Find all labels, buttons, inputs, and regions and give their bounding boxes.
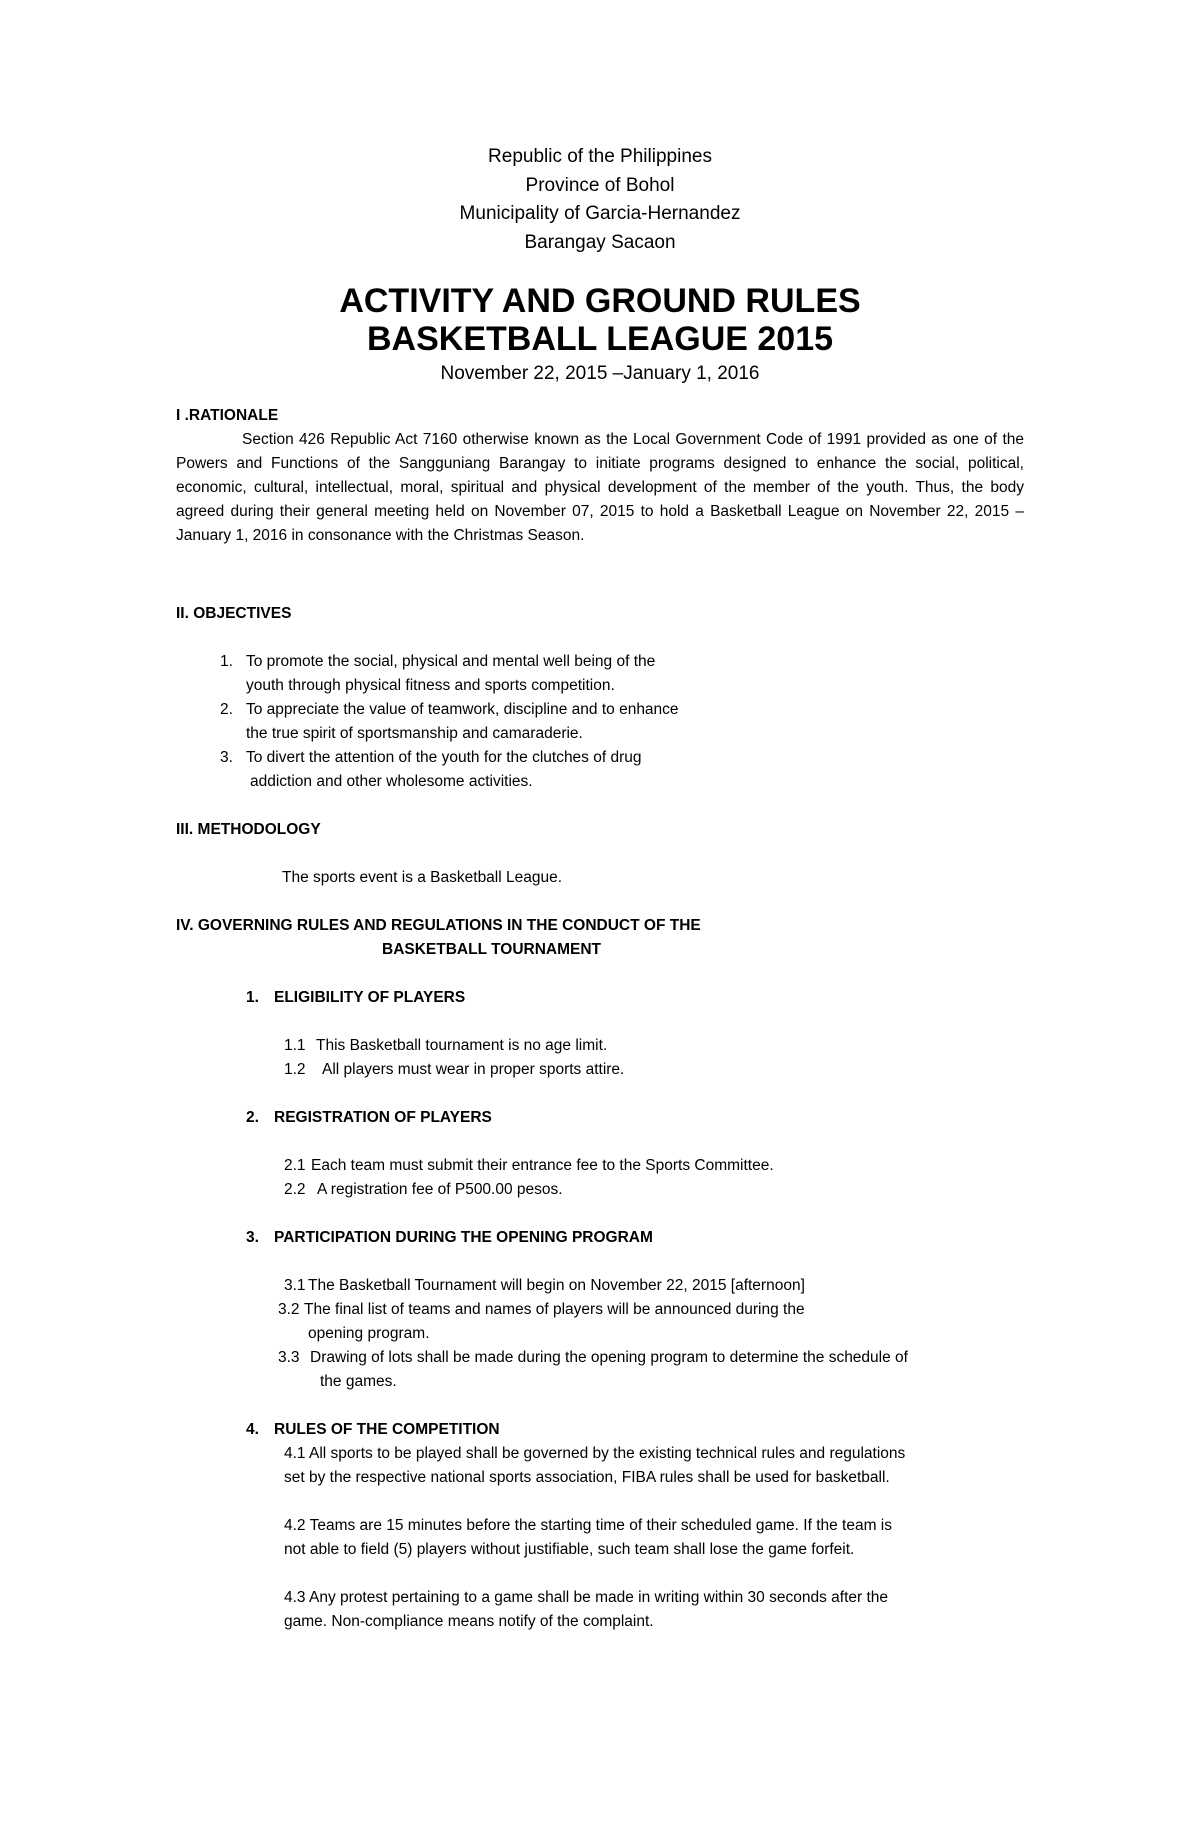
rationale-body (176, 428, 1024, 548)
section-title-registration: REGISTRATION OF PLAYERS (274, 1109, 492, 1126)
section-number: 1. (246, 989, 259, 1006)
rule-number: 2.1 (284, 1157, 306, 1174)
rule-number: 3.1 (284, 1277, 306, 1294)
rule-text-continued: game. Non-compliance means notify of the complaint. (284, 1613, 654, 1630)
objective-line: the true spirit of sportsmanship and camaraderie. (246, 725, 583, 742)
rules-heading-line-1: IV. GOVERNING RULES AND REGULATIONS IN THE CONDUCT OF THE (176, 917, 701, 934)
rule-text: Teams are 15 minutes before the starting time of their scheduled game. If the team is (309, 1517, 893, 1534)
rule-text: This Basketball tournament is no age limit. (316, 1037, 608, 1054)
section-title-eligibility: ELIGIBILITY OF PLAYERS (274, 989, 466, 1006)
objective-number: 1. (220, 653, 233, 670)
objective-line: To divert the attention of the youth for the clutches of drug (246, 749, 642, 766)
objective-line: addiction and other wholesome activities. (250, 773, 533, 790)
header-province: Province of Bohol (525, 174, 675, 196)
section-number: 4. (246, 1421, 259, 1438)
rule-text-continued: opening program. (308, 1325, 430, 1342)
rule-text-continued: the games. (320, 1373, 397, 1390)
rule-text-continued: set by the respective national sports association, FIBA rules shall be used for basketball. (284, 1469, 890, 1486)
objective-number: 2. (220, 701, 233, 718)
rule-text: Drawing of lots shall be made during the opening program to determine the schedule of (310, 1349, 908, 1366)
rule-number: 3.3 (278, 1349, 300, 1366)
rationale-text: Section 426 Republic Act 7160 otherwise known as the Local Government Code of 1991 provided as one of the Powers and Functions of the Sangguniang Barangay to initiate programs designed to enhance the social, political, economic, cultural, intellectual, moral, spiritual and physical development of the member of the youth. Thus, the body agreed during their general meeting held on November 07, 2015 to hold a Basketball League on November 22, 2015 – January 1, 2016 in consonance with the Christmas Season. (176, 431, 1024, 544)
objective-item (246, 746, 642, 794)
rule-number: 3.2 (278, 1301, 300, 1318)
rule-item (284, 1514, 892, 1538)
rule-text: A registration fee of P500.00 pesos. (317, 1181, 563, 1198)
rule-number: 1.2 (284, 1061, 306, 1078)
rule-text: The final list of teams and names of players will be announced during the (304, 1301, 805, 1318)
document-title (0, 282, 1200, 358)
objective-line: To appreciate the value of teamwork, discipline and to enhance (246, 701, 679, 718)
section-number: 3. (246, 1229, 259, 1246)
objective-item (246, 698, 679, 746)
methodology-heading: III. METHODOLOGY (176, 821, 321, 838)
event-dates: November 22, 2015 –January 1, 2016 (440, 363, 760, 384)
document-header (0, 143, 1200, 257)
objective-item (246, 650, 655, 698)
rule-item (284, 1442, 905, 1466)
rationale-heading: I .RATIONALE (176, 407, 279, 424)
rule-item (284, 1586, 888, 1610)
section-title-competition: RULES OF THE COMPETITION (274, 1421, 500, 1438)
rule-text-continued: not able to field (5) players without justifiable, such team shall lose the game forfeit. (284, 1541, 855, 1558)
header-barangay: Barangay Sacaon (524, 231, 676, 253)
title-line-1: ACTIVITY AND GROUND RULES (339, 282, 861, 320)
title-line-2: BASKETBALL LEAGUE 2015 (366, 320, 834, 358)
section-title-participation: PARTICIPATION DURING THE OPENING PROGRAM (274, 1229, 653, 1246)
objective-number: 3. (220, 749, 233, 766)
section-number: 2. (246, 1109, 259, 1126)
rule-text: The Basketball Tournament will begin on November 22, 2015 [afternoon] (308, 1277, 805, 1294)
rule-number: 4.1 (284, 1445, 306, 1462)
objectives-heading: II. OBJECTIVES (176, 605, 292, 622)
objective-line: To promote the social, physical and mental well being of the (246, 653, 656, 670)
rule-text: Each team must submit their entrance fee to the Sports Committee. (311, 1157, 774, 1174)
rule-number: 4.2 (284, 1517, 306, 1534)
rule-text: Any protest pertaining to a game shall be made in writing within 30 seconds after the (309, 1589, 889, 1606)
rule-text: All players must wear in proper sports attire. (322, 1061, 625, 1078)
header-municipality: Municipality of Garcia-Hernandez (459, 203, 741, 224)
objective-line: youth through physical fitness and sports competition. (246, 677, 615, 694)
rule-number: 2.2 (284, 1181, 306, 1198)
rule-text: All sports to be played shall be governed by the existing technical rules and regulations (309, 1445, 906, 1462)
rules-heading-line-2: BASKETBALL TOURNAMENT (382, 941, 602, 958)
rule-number: 4.3 (284, 1589, 306, 1606)
header-country: Republic of the Philippines (488, 146, 712, 167)
rule-number: 1.1 (284, 1037, 306, 1054)
methodology-body: The sports event is a Basketball League. (282, 869, 563, 886)
